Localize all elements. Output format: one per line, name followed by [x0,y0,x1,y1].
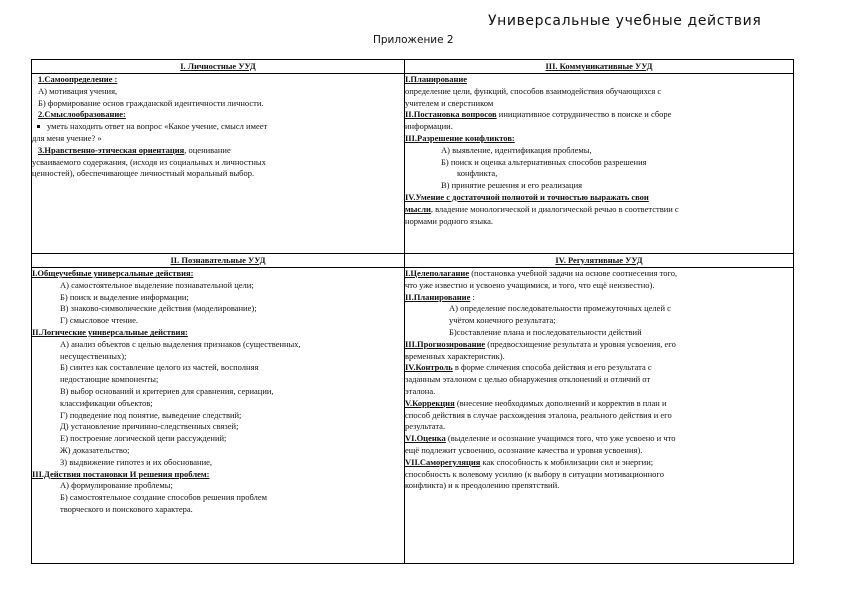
goal-setting-line: I.Целеполагание (постановка учебной задачи на основе соотнесения того, [405,268,678,278]
list-item: В) выбор оснований и критериев для сравнения, сериации, [60,385,274,396]
personal-uud-header: I. Личностные УУД [32,60,405,74]
conflict-resolution-title: III.Разрешение конфликтов: [405,132,515,143]
text-line: конфликта) и к преодолению препятствий. [405,480,560,491]
communicative-uud-cell [405,74,794,254]
list-item: В) принятие решения и его реализация [441,180,583,191]
personal-uud-cell [32,74,405,254]
list-item-continued: для меня учение? » [32,132,102,143]
text-line: временных характеристик). [405,350,505,361]
correction-line: V.Коррекция (внесение необходимых дополнений и корректив в план и [405,397,667,408]
text-line: ценностей), обеспечивающее личностный моральный выбор. [32,168,255,179]
list-item: Г) смысловое чтение. [60,315,138,326]
bullet-icon [37,125,40,128]
list-item: Г) подведение под понятие, выведение следствий; [60,409,242,420]
self-regulation-line: VII.Саморегуляция как способность к мобилизации сил и энергии; [405,456,654,467]
general-actions-title: I.Общеучебные универсальные действия: [32,268,194,278]
assessment-line: VI.Оценка (выделение и осознание учащимся того, что уже усвоено и что [405,433,676,444]
text-line: результата. [405,421,446,432]
list-item: Б) поиск и оценка альтернативных способов разрешения [441,156,647,167]
text-line: определение цели, функций, способов взаимодействия обучающихся с [405,85,662,96]
expression-title: IV.Умение с достаточной полнотой и точностью выражать свои [405,191,649,202]
reg-planning-line: II.Планирование : [405,291,475,302]
list-item-continued: творческого и поискового характера. [60,503,193,514]
list-item: В) знаково-символические действия (моделирование); [60,303,257,314]
list-item: уметь находить ответ на вопрос «Какое учение, смысл имеет [32,121,404,133]
list-item: Б) синтез как составление целого из частей, восполняя [60,362,259,373]
questioning-line: II.Постановка вопросов инициативное сотрудничество в поиске и сборе [405,109,672,120]
expression-line: мысли, владение монологической и диалогической речью в соответствии с [405,203,679,214]
comm-planning-title: I.Планирование [405,74,468,84]
text-line: информации. [405,121,453,132]
document-title: Универсальные учебные действия [488,13,762,29]
uud-table [31,59,794,564]
list-item: А) анализ объектов с целью выделения признаков (существенных, [60,338,301,349]
text-line: ещё подлежит усвоению, осознание качества и уровня усвоения). [405,444,643,455]
text-line: способность к волевому усилию (к выбору в ситуации мотивационного [405,468,664,479]
meaning-formation-title: 2.Смыслообразование: [38,109,126,120]
list-item: Ж) доказательство; [60,444,130,455]
moral-orientation-line: 3.Нравственно-этическая ориентация, оценивание [38,144,231,155]
list-item-continued: конфликта, [457,168,498,179]
list-item: Е) построение логической цепи рассуждений; [60,433,227,444]
list-item: А) формулирование проблемы; [60,480,173,491]
list-item: А) выявление, идентификация проблемы, [441,144,592,155]
list-item-continued: классификации объектов; [60,397,153,408]
regulatory-uud-header: IV. Регулятивные УУД [405,254,794,268]
list-item: З) выдвижение гипотез и их обоснование, [60,456,213,467]
regulatory-uud-cell [405,268,794,564]
logical-actions-title: II.Логические универсальные действия: [32,326,188,337]
text-line: заданным эталоном с целью обнаружения отклонений и отличий от [405,374,651,385]
list-item-continued: несущественных); [60,350,127,361]
control-line: IV.Контроль в форме сличения способа действия и его результата с [405,362,652,373]
self-determination-title: 1.Самоопределение : [38,74,118,84]
list-item-continued: учётом конечного результата; [449,315,556,326]
list-item: Б)составление плана и последовательности действий [449,326,642,337]
list-item: А) определение последовательности промежуточных целей с [449,303,671,314]
list-item: Б) формирование основ гражданской идентичности личности. [38,97,264,108]
cognitive-uud-cell [32,268,405,564]
appendix-label: Приложение 2 [373,34,454,46]
list-item: А) мотивация учения, [38,85,118,96]
forecasting-line: III.Прогнозирование (предвосхищение результата и уровня усвоения, его [405,338,676,349]
list-item: А) самостоятельное выделение познавательной цели; [60,279,254,290]
cognitive-uud-header: II. Познавательные УУД [32,254,405,268]
text-line: усваиваемого содержания, (исходя из социальных и личностных [32,156,266,167]
list-item: Б) самостоятельное создание способов решения проблем [60,492,267,503]
communicative-uud-header: III. Коммуникативные УУД [405,60,794,74]
list-item: Д) установление причинно-следственных связей; [60,421,239,432]
text-line: что уже известно и усвоено учащимися, и того, что ещё неизвестно). [405,279,655,290]
list-item: Б) поиск и выделение информации; [60,291,189,302]
list-item-continued: недостающие компоненты; [60,374,159,385]
text-line: нормами родного языка. [405,215,493,226]
text-line: способ действия в случае расхождения эталона, реального действия и его [405,409,672,420]
problem-solving-title: III.Действия постановки И решения проблем: [32,468,210,479]
text-line: эталона. [405,385,436,396]
text-line: учителем и сверстником [405,97,494,108]
